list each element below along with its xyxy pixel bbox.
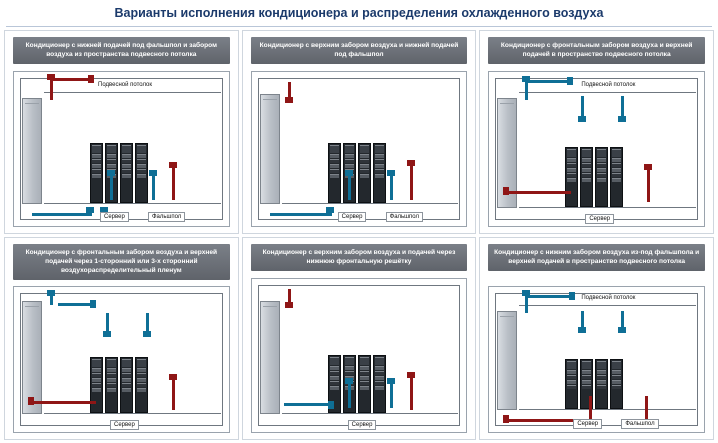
- cold-arrow-head: [107, 170, 115, 176]
- warm-arrow-shaft: [589, 396, 592, 420]
- cold-arrow-plenum: [58, 303, 92, 306]
- floor-line: [519, 207, 696, 208]
- suspended-ceiling-line: [44, 92, 221, 93]
- rack: [595, 147, 608, 207]
- diagram-grid: [4, 30, 714, 440]
- suspended-ceiling-line: [519, 92, 696, 93]
- floor-line: [282, 413, 459, 414]
- label-server: Сервер: [100, 212, 129, 222]
- cold-arrow-head: [149, 170, 157, 176]
- panel-4: [4, 237, 239, 441]
- server-racks: [565, 359, 623, 409]
- cold-arrow-grille: [284, 403, 330, 406]
- cold-arrow-shaft: [348, 174, 351, 200]
- panel-5-stage: [251, 278, 468, 434]
- cold-arrow-shaft: [621, 96, 624, 118]
- rack: [135, 357, 148, 413]
- cold-arrow-head: [387, 378, 395, 384]
- cold-arrow-shaft: [152, 174, 155, 200]
- cold-arrow-ceiling: [525, 295, 571, 298]
- label-suspended-ceiling: Подвесной потолок: [581, 82, 636, 88]
- cold-arrow-shaft: [146, 313, 149, 333]
- ac-unit: [497, 311, 517, 411]
- title-divider: [6, 26, 712, 27]
- cold-arrow-head: [567, 77, 573, 85]
- cold-arrow-head: [387, 170, 395, 176]
- label-server: Сервер: [573, 419, 602, 429]
- warm-arrow-head: [88, 75, 94, 83]
- warm-arrow-head: [28, 397, 34, 405]
- ac-unit: [22, 98, 42, 204]
- cold-arrow-head: [578, 327, 586, 333]
- rack: [90, 143, 103, 203]
- rack: [565, 147, 578, 207]
- cold-arrow-head: [569, 292, 575, 300]
- cold-arrow-underfloor: [32, 213, 92, 216]
- warm-arrow-return: [509, 191, 571, 194]
- panel-3: [479, 30, 714, 234]
- cold-arrow-head: [47, 290, 55, 296]
- rack: [610, 147, 623, 207]
- floor-line: [44, 413, 221, 414]
- warm-arrow-shaft: [410, 376, 413, 410]
- warm-arrow-head: [644, 164, 652, 170]
- cold-arrow-head: [90, 300, 96, 308]
- cold-arrow-head: [578, 116, 586, 122]
- panel-6: [479, 237, 714, 441]
- cold-arrow-shaft: [390, 382, 393, 408]
- cold-arrow-shaft: [50, 295, 53, 305]
- warm-arrow-shaft: [288, 82, 291, 98]
- cold-arrow-shaft: [106, 313, 109, 333]
- rack: [328, 143, 341, 203]
- warm-arrow-head: [503, 187, 509, 195]
- warm-arrow-shaft: [172, 166, 175, 200]
- warm-arrow-return: [34, 401, 96, 404]
- server-racks: [328, 355, 386, 413]
- rack: [610, 359, 623, 409]
- warm-arrow-shaft: [645, 396, 648, 420]
- rack: [135, 143, 148, 203]
- cold-arrow-shaft: [525, 80, 528, 100]
- warm-arrow-shaft: [288, 289, 291, 303]
- panel-1: [4, 30, 239, 234]
- warm-arrow-head: [407, 372, 415, 378]
- rack: [120, 357, 133, 413]
- label-suspended-ceiling: Подвесной потолок: [581, 294, 636, 301]
- rack: [90, 357, 103, 413]
- cold-arrow-head: [328, 401, 334, 409]
- warm-arrow-ceiling: [50, 78, 90, 81]
- label-server: Сервер: [338, 212, 367, 222]
- cold-arrow-shaft: [390, 174, 393, 200]
- warm-arrow-head: [285, 97, 293, 103]
- rack: [565, 359, 578, 409]
- warm-arrow-head: [503, 415, 509, 423]
- panel-5: [242, 237, 477, 441]
- server-racks: [328, 143, 386, 203]
- rack: [580, 147, 593, 207]
- label-raised-floor: Фальшпол: [386, 212, 423, 222]
- label-server: Сервер: [585, 214, 614, 224]
- label-raised-floor: Фальшпол: [621, 419, 658, 429]
- cold-arrow-head: [618, 116, 626, 122]
- cold-arrow-head: [86, 207, 94, 213]
- cold-arrow-head: [326, 207, 334, 213]
- warm-arrow-shaft: [50, 78, 53, 100]
- warm-arrow-head: [407, 160, 415, 166]
- label-suspended-ceiling: Подвесной потолок: [98, 82, 153, 88]
- rack: [120, 143, 133, 203]
- ac-unit: [260, 301, 280, 415]
- panel-6-stage: [488, 286, 705, 434]
- server-racks: [90, 143, 148, 203]
- warm-arrow-shaft: [172, 378, 175, 410]
- panel-3-caption: Кондиционер с фронтальным забором воздуха и верхней подачей в пространство подвесного потолка: [488, 37, 705, 64]
- cold-arrow-head: [103, 331, 111, 337]
- cold-arrow-head: [618, 327, 626, 333]
- rack: [373, 143, 386, 203]
- rack: [358, 355, 371, 413]
- raised-floor-line: [282, 203, 459, 204]
- page-title: Варианты исполнения кондиционера и распределения охлажденного воздуха: [114, 6, 604, 20]
- label-server: Сервер: [348, 420, 377, 430]
- rack: [595, 359, 608, 409]
- label-raised-floor: Фальшпол: [148, 212, 185, 222]
- rack: [105, 357, 118, 413]
- panel-2-stage: [251, 71, 468, 227]
- panel-4-caption: Кондиционер с фронтальным забором воздуха и верхней подачей через 1-сторонний или 3-х сторонний воздухораспределительный пленум: [13, 244, 230, 280]
- server-racks: [565, 147, 623, 207]
- warm-arrow-head: [169, 162, 177, 168]
- panel-3-stage: [488, 71, 705, 227]
- panel-1-caption: Кондиционер с нижней подачей под фальшпол и забором воздуха из пространства подвесного потолка: [13, 37, 230, 64]
- panel-5-caption: Кондиционер с верхним забором воздуха и подачей через нижнюю фронтальную решётку: [251, 244, 468, 271]
- warm-arrow-shaft: [410, 164, 413, 200]
- cold-arrow-shaft: [348, 382, 351, 408]
- panel-2-caption: Кондиционер с верхним забором воздуха и нижней подачей под фальшпол: [251, 37, 468, 64]
- cold-arrow-shaft: [110, 174, 113, 200]
- warm-arrow-head: [169, 374, 177, 380]
- warm-arrow-head: [285, 302, 293, 308]
- rack: [358, 143, 371, 203]
- panel-1-stage: [13, 71, 230, 227]
- panel-2: [242, 30, 477, 234]
- cold-arrow-head: [143, 331, 151, 337]
- panel-4-stage: [13, 286, 230, 434]
- server-racks: [90, 357, 148, 413]
- suspended-ceiling-line: [519, 305, 696, 306]
- cold-arrow-ceiling: [525, 80, 569, 83]
- cold-arrow-underfloor: [270, 213, 332, 216]
- panel-6-caption: Кондиционер с нижним забором воздуха из-под фальшпола и верхней подачей в пространство подвесного потолка: [488, 244, 705, 271]
- rack: [373, 355, 386, 413]
- warm-arrow-shaft: [647, 168, 650, 202]
- label-server: Сервер: [110, 420, 139, 430]
- cold-arrow-shaft: [581, 96, 584, 118]
- raised-floor-line: [44, 203, 221, 204]
- raised-floor-line: [519, 409, 696, 410]
- cold-arrow-head: [345, 378, 353, 384]
- ac-unit: [260, 94, 280, 204]
- cold-arrow-head: [345, 170, 353, 176]
